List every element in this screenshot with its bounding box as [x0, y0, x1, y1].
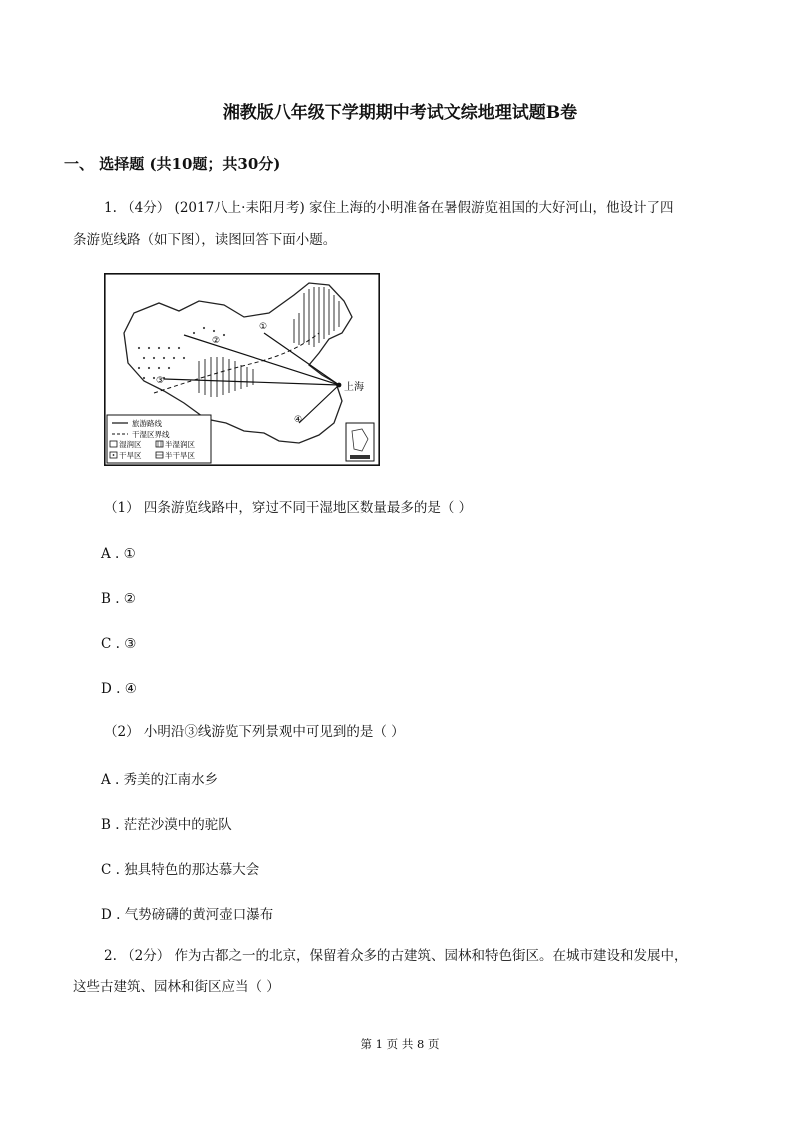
route-label-4: ④ [294, 415, 303, 425]
sub1-option-c[interactable]: C . ③ [101, 636, 137, 652]
sub2-option-d[interactable]: D . 气势磅礴的黄河壶口瀑布 [101, 907, 274, 923]
route-label-2: ② [212, 336, 221, 346]
legend-subhumid: 半湿润区 [165, 440, 195, 449]
map-city-label: 上海 [344, 382, 364, 393]
page-footer: 第 1 页 共 8 页 [360, 1037, 440, 1051]
sub-question-1-stem: （1） 四条游览线路中，穿过不同干湿地区数量最多的是（ ） [104, 500, 473, 516]
legend-arid: 干旱区 [119, 451, 142, 460]
sub1-option-b[interactable]: B . ② [101, 591, 136, 607]
china-map-figure [104, 273, 380, 466]
route-label-1: ① [259, 322, 268, 332]
sub2-option-a[interactable]: A . 秀美的江南水乡 [101, 772, 219, 788]
question-1-line-2: 条游览线路（如下图），读图回答下面小题。 [73, 232, 337, 248]
sub1-option-d[interactable]: D . ④ [101, 681, 137, 697]
legend-route: 旅游路线 [132, 419, 162, 428]
question-2-line-1: 2. （2分） 作为古都之一的北京，保留着众多的古建筑、园林和特色街区。在城市建设和发展中， [104, 948, 688, 964]
sub2-option-b[interactable]: B . 茫茫沙漠中的驼队 [101, 817, 232, 833]
legend-boundary: 干湿区界线 [132, 430, 170, 439]
question-1-line-1: 1. （4分） (2017八上·耒阳月考) 家住上海的小明准备在暑假游览祖国的大好河山，他设计了四 [104, 200, 674, 216]
legend-semiarid: 半干旱区 [165, 451, 195, 460]
section-heading: 一、 选择题 (共10题；共30分) [64, 155, 281, 173]
sub1-option-a[interactable]: A . ① [101, 546, 136, 562]
sub2-option-c[interactable]: C . 独具特色的那达慕大会 [101, 862, 260, 878]
legend-humid: 湿润区 [119, 440, 142, 449]
page-title: 湘教版八年级下学期期中考试文综地理试题B卷 [222, 103, 578, 123]
route-label-3: ③ [156, 376, 165, 386]
sub-question-2-stem: （2） 小明沿③线游览下列景观中可见到的是（ ） [104, 724, 405, 740]
question-2-line-2: 这些古建筑、园林和街区应当（ ） [73, 979, 280, 995]
